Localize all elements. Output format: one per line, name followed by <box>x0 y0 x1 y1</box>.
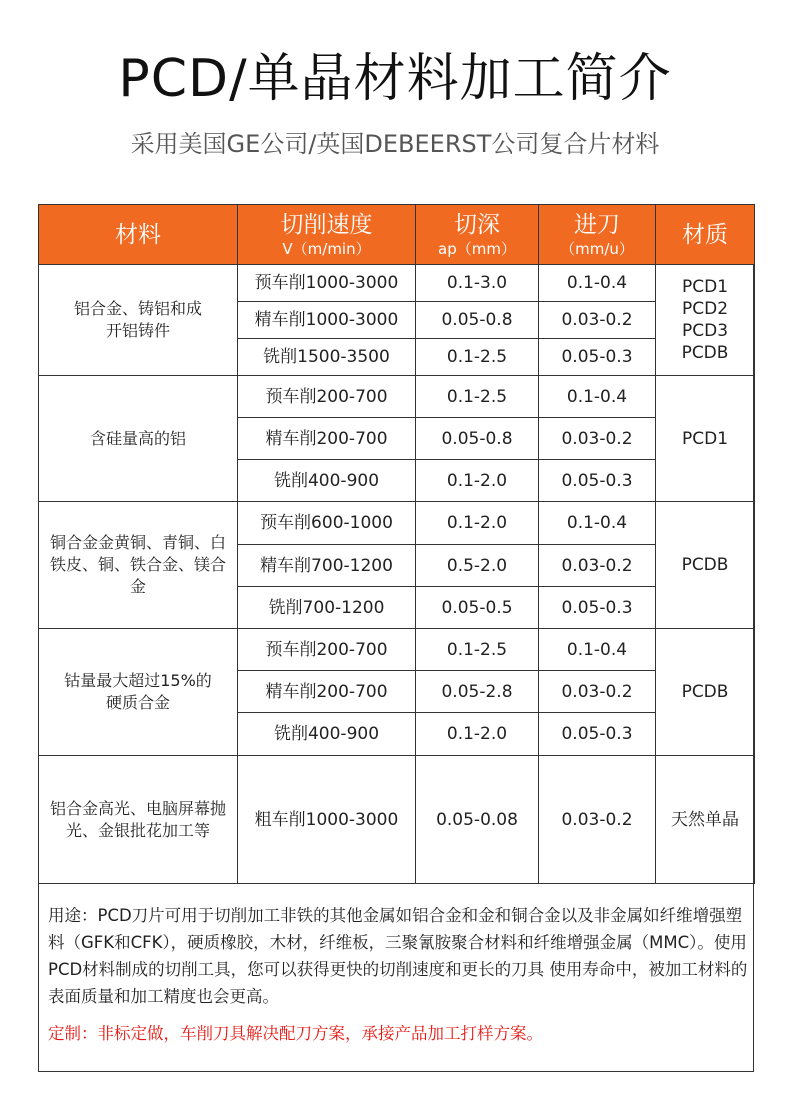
feed-cell: 0.1-0.4 <box>539 629 656 671</box>
feed-cell: 0.03-0.2 <box>539 756 656 884</box>
col-depth: 切深 ap（mm） <box>416 205 539 265</box>
material-cell: 含硅量高的铝 <box>39 376 238 502</box>
material-cell: 铝合金高光、电脑屏幕抛光、金银批花加工等 <box>39 756 238 884</box>
feed-cell: 0.05-0.3 <box>539 339 656 376</box>
depth-cell: 0.1-2.5 <box>416 629 539 671</box>
depth-cell: 0.05-0.8 <box>416 418 539 460</box>
depth-cell: 0.5-2.0 <box>416 545 539 587</box>
depth-cell: 0.1-2.5 <box>416 376 539 418</box>
feed-cell: 0.05-0.3 <box>539 587 656 629</box>
page-subtitle: 采用美国GE公司/英国DEBEERST公司复合片材料 <box>130 130 660 158</box>
speed-cell: 铣削400-900 <box>238 460 416 502</box>
speed-cell: 铣削1500-3500 <box>238 339 416 376</box>
speed-cell: 精车削1000-3000 <box>238 302 416 339</box>
table-row <box>39 756 755 884</box>
speed-cell: 预车削200-700 <box>238 376 416 418</box>
table-row <box>39 376 755 418</box>
table-header-row <box>39 205 755 265</box>
col-grade: 材质 <box>656 205 755 265</box>
grade-cell: PCD1 <box>656 376 755 502</box>
speed-cell: 预车削1000-3000 <box>238 265 416 302</box>
depth-cell: 0.1-3.0 <box>416 265 539 302</box>
grade-cell: PCDB <box>656 629 755 756</box>
machining-table <box>38 204 755 884</box>
feed-cell: 0.1-0.4 <box>539 502 656 545</box>
col-speed: 切削速度 V（m/min） <box>238 205 416 265</box>
speed-cell: 粗车削1000-3000 <box>238 756 416 884</box>
speed-cell: 铣削400-900 <box>238 713 416 756</box>
depth-cell: 0.1-2.0 <box>416 460 539 502</box>
feed-cell: 0.1-0.4 <box>539 376 656 418</box>
notes-section <box>48 902 748 1047</box>
depth-cell: 0.05-0.08 <box>416 756 539 884</box>
col-feed: 进刀 （mm/u） <box>539 205 656 265</box>
speed-cell: 预车削600-1000 <box>238 502 416 545</box>
speed-cell: 精车削200-700 <box>238 671 416 713</box>
feed-cell: 0.05-0.3 <box>539 460 656 502</box>
speed-cell: 铣削700-1200 <box>238 587 416 629</box>
grade-cell: 天然单晶 <box>656 756 755 884</box>
feed-cell: 0.03-0.2 <box>539 418 656 460</box>
feed-cell: 0.05-0.3 <box>539 713 656 756</box>
speed-cell: 预车削200-700 <box>238 629 416 671</box>
table-row <box>39 629 755 671</box>
feed-cell: 0.03-0.2 <box>539 671 656 713</box>
custom-note: 定制：非标定做，车削刀具解决配刀方案，承接产品加工打样方案。 <box>48 1024 543 1043</box>
depth-cell: 0.1-2.5 <box>416 339 539 376</box>
feed-cell: 0.03-0.2 <box>539 545 656 587</box>
depth-cell: 0.05-0.5 <box>416 587 539 629</box>
speed-cell: 精车削200-700 <box>238 418 416 460</box>
usage-note: 用途：PCD刀片可用于切削加工非铁的其他金属如铝合金和金和铜合金以及非金属如纤维增强塑料（GFK和CFK），硬质橡胶，木材，纤维板，三聚氰胺聚合材料和纤维增强金属（MMC）。使用PCD材料制成的切削工具，您可以获得更快的切削速度和更长的刀具 使用寿命中，被加工材料的表面质量和加工精度也会更高。 <box>48 906 748 1006</box>
grade-cell: PCDB <box>656 502 755 629</box>
depth-cell: 0.1-2.0 <box>416 713 539 756</box>
feed-cell: 0.1-0.4 <box>539 265 656 302</box>
depth-cell: 0.1-2.0 <box>416 502 539 545</box>
material-cell: 铜合金金黄铜、青铜、白铁皮、铜、铁合金、镁合金 <box>39 502 238 629</box>
material-cell: 钴量最大超过15%的硬质合金 <box>39 629 238 756</box>
table-row <box>39 502 755 545</box>
table-row <box>39 265 755 302</box>
material-cell: 铝合金、铸铝和成开铝铸件 <box>39 265 238 376</box>
col-material: 材料 <box>39 205 238 265</box>
depth-cell: 0.05-0.8 <box>416 302 539 339</box>
feed-cell: 0.03-0.2 <box>539 302 656 339</box>
depth-cell: 0.05-2.8 <box>416 671 539 713</box>
page-title: PCD/单晶材料加工简介 <box>118 49 672 109</box>
speed-cell: 精车削700-1200 <box>238 545 416 587</box>
grade-cell: PCD1 PCD2 PCD3 PCDB <box>656 265 755 376</box>
